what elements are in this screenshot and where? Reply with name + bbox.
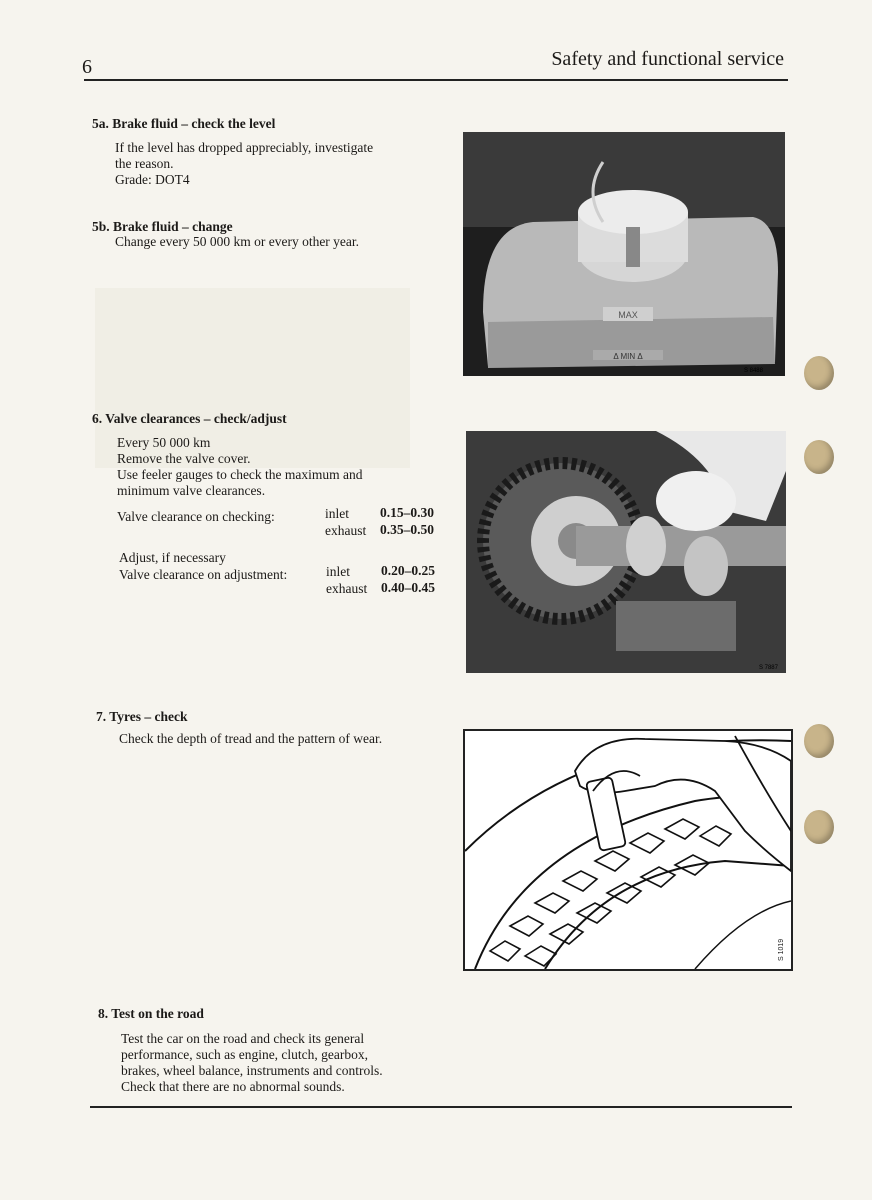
section-5b-heading xyxy=(92,219,233,235)
text-line: Grade: DOT4 xyxy=(115,172,190,187)
text-line: Check the depth of tread and the pattern of wear. xyxy=(119,731,383,746)
header-rule xyxy=(84,79,788,81)
section-6-heading xyxy=(92,411,287,427)
text-line: Test the car on the road and check its general xyxy=(121,1031,365,1046)
max-label: MAX xyxy=(618,310,638,320)
section-title: Valve clearances – check/adjust xyxy=(105,411,287,426)
figure-code: S 1019 xyxy=(778,938,785,961)
figure-code: S 7887 xyxy=(758,665,778,671)
footer-rule xyxy=(90,1106,792,1108)
text-line: Remove the valve cover. xyxy=(117,451,251,466)
text-line: performance, such as engine, clutch, gearbox, xyxy=(121,1047,369,1062)
section-number: 5b. xyxy=(92,219,110,234)
section-8-body xyxy=(121,1031,383,1095)
section-7-body xyxy=(119,731,382,747)
section-7-heading xyxy=(96,709,188,725)
section-number: 7. xyxy=(96,709,107,724)
section-title: Brake fluid – check the level xyxy=(112,116,276,131)
section-5a-heading xyxy=(92,116,275,132)
page-number: 6 xyxy=(82,56,92,78)
text-line: minimum valve clearances. xyxy=(117,483,266,498)
text-line: the reason. xyxy=(115,156,174,171)
section-5b-body xyxy=(115,234,359,250)
section-8-heading xyxy=(98,1006,204,1022)
checking-exhaust-label: exhaust xyxy=(325,523,367,538)
min-label: Δ MIN Δ xyxy=(613,352,643,361)
binder-hole xyxy=(804,440,834,474)
tyre-tread-drawing xyxy=(463,729,793,971)
text-line: Use feeler gauges to check the maximum and xyxy=(117,467,363,482)
checking-label: Valve clearance on checking: xyxy=(117,509,275,524)
running-title: Safety and functional service xyxy=(551,48,784,70)
checking-inlet-label: inlet xyxy=(325,506,349,521)
adjust-inlet-label: inlet xyxy=(326,564,350,579)
adjust-inlet-value: 0.20–0.25 xyxy=(381,563,435,578)
section-title: Brake fluid – change xyxy=(113,219,233,234)
binder-hole xyxy=(804,724,834,758)
section-6-body xyxy=(117,435,363,499)
checking-inlet-value: 0.15–0.30 xyxy=(380,505,434,520)
checking-exhaust-value: 0.35–0.50 xyxy=(380,522,434,537)
adjust-note: Adjust, if necessary xyxy=(119,550,226,565)
text-line: If the level has dropped appreciably, investigate xyxy=(115,140,374,155)
brake-reservoir-image xyxy=(463,132,785,376)
text-line: Every 50 000 km xyxy=(117,435,211,450)
text-line: brakes, wheel balance, instruments and controls. xyxy=(121,1063,383,1078)
adjust-label: Valve clearance on adjustment: xyxy=(119,567,288,582)
section-title: Test on the road xyxy=(111,1006,204,1021)
section-title: Tyres – check xyxy=(109,709,188,724)
text-line: Check that there are no abnormal sounds. xyxy=(121,1079,345,1094)
section-5a-body xyxy=(115,140,373,188)
adjust-exhaust-value: 0.40–0.45 xyxy=(381,580,435,595)
section-number: 5a. xyxy=(92,116,109,131)
figure-code: S 8488 xyxy=(743,368,763,374)
section-number: 8. xyxy=(98,1006,109,1021)
brake-reservoir-photo xyxy=(463,132,785,376)
adjust-exhaust-label: exhaust xyxy=(326,581,368,596)
text-line: Change every 50 000 km or every other year. xyxy=(115,234,360,249)
section-number: 6. xyxy=(92,411,103,426)
binder-hole xyxy=(804,810,834,844)
binder-hole xyxy=(804,356,834,390)
tyre-tread-image xyxy=(465,731,791,969)
valve-camshaft-photo xyxy=(466,431,786,673)
valve-camshaft-image xyxy=(466,431,786,673)
